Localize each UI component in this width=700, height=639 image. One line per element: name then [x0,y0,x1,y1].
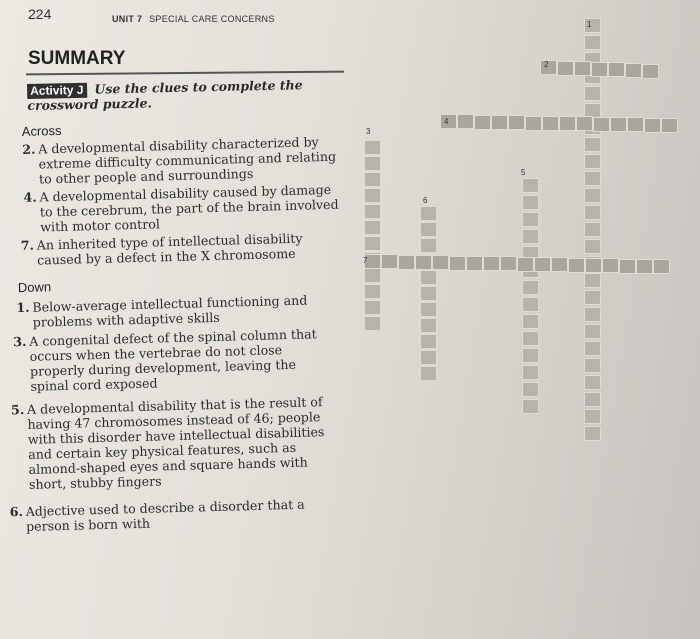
crossword-cell[interactable] [542,116,559,131]
crossword-cell[interactable] [449,256,466,271]
section-title: SUMMARY [28,48,126,69]
crossword-cell[interactable] [608,62,625,77]
across-clue-2 [22,134,339,187]
clue-number: 6. [9,504,24,520]
crossword-cell[interactable] [483,256,500,271]
page-number: 224 [28,6,52,22]
crossword-cell[interactable] [420,270,437,285]
across-heading: Across [21,122,62,139]
crossword-cell[interactable] [364,188,381,203]
crossword-cell[interactable] [584,290,601,305]
crossword-cell[interactable] [584,222,601,237]
clue-number: 1. [16,299,30,316]
crossword-cell[interactable] [568,258,585,273]
crossword-cell[interactable] [517,257,534,272]
crossword-cell[interactable] [584,154,601,169]
crossword-cell[interactable] [584,324,601,339]
down-clue-5 [10,394,334,492]
clue-number: 4. [23,189,37,205]
clue-text: Adjective used to describe a disorder that a person is born with [25,496,305,534]
crossword-number: 5 [521,168,526,177]
crossword-number: 4 [444,117,449,126]
crossword-cell[interactable] [584,188,601,203]
crossword-cell[interactable] [584,341,601,356]
clue-number: 3. [13,333,27,350]
crossword-cell[interactable] [440,114,457,129]
crossword-cell[interactable] [534,257,551,272]
crossword-cell[interactable] [474,115,491,130]
clue-number: 5. [10,401,25,418]
crossword-cell[interactable] [593,117,610,132]
crossword-cell[interactable] [420,302,437,317]
crossword-cell[interactable] [584,205,601,220]
clue-text: Below-average intellectual functioning and problems with adaptive skills [32,292,308,330]
crossword-cell[interactable] [584,375,601,390]
crossword-cell[interactable] [491,115,508,130]
crossword-cell[interactable] [466,256,483,271]
crossword-cell[interactable] [420,222,437,237]
crossword-cell[interactable] [551,257,568,272]
crossword-cell[interactable] [364,236,381,251]
crossword-cell[interactable] [584,137,601,152]
clue-number: 2. [22,141,36,157]
activity-instruction [27,78,328,113]
clue-number: 7. [20,237,35,254]
crossword-cell[interactable] [364,300,381,315]
crossword-cell[interactable] [500,256,517,271]
crossword-cell[interactable] [364,172,381,187]
crossword-cell[interactable] [364,204,381,219]
crossword-cell[interactable] [522,297,539,312]
crossword-cell[interactable] [415,255,432,270]
activity-badge: Activity J [27,83,88,99]
crossword-cell[interactable] [522,212,539,227]
crossword-cell[interactable] [522,195,539,210]
crossword-cell[interactable] [398,255,415,270]
crossword-cell[interactable] [381,254,398,269]
crossword-cell[interactable] [636,259,653,274]
crossword-cell[interactable] [602,258,619,273]
crossword-cell[interactable] [584,426,601,441]
crossword-cell[interactable] [584,273,601,288]
crossword-cell[interactable] [457,114,474,129]
crossword-cell[interactable] [625,63,642,78]
crossword-cell[interactable] [644,118,661,133]
crossword-cell[interactable] [420,286,437,301]
crossword-cell[interactable] [642,64,659,79]
clue-text: A developmental disability that is the result of having 47 chromosomes instead of 46; people with this disorder have intellectual disabilities and certain key physical features, such as almond-shaped eyes and square hands with short, stubby fingers [26,394,325,492]
crossword-cell[interactable] [522,348,539,363]
crossword-cell[interactable] [522,178,539,193]
crossword-cell[interactable] [574,61,591,76]
crossword-cell[interactable] [557,61,574,76]
down-clue-3 [13,326,320,394]
crossword-cell[interactable] [420,238,437,253]
clue-text: An inherited type of intellectual disability caused by a defect in the X chromosome [36,230,303,268]
clue-text: A congenital defect of the spinal column that occurs when the vertebrae do not close properly during development, leaving the spinal cord exposed [29,326,317,394]
crossword-cell[interactable] [584,86,601,101]
crossword-cell[interactable] [576,116,593,131]
unit-title: SPECIAL CARE CONCERNS [149,14,275,24]
crossword-cell[interactable] [364,220,381,235]
crossword-cell[interactable] [610,117,627,132]
crossword-cell[interactable] [584,239,601,254]
activity-text: Use the clues to complete the crossword puzzle. [27,77,303,113]
down-heading: Down [17,279,52,296]
crossword-cell[interactable] [584,358,601,373]
unit-label: UNIT 7 [112,14,143,24]
crossword-cell[interactable] [420,318,437,333]
crossword-cell[interactable] [559,116,576,131]
crossword-cell[interactable] [525,116,542,131]
crossword-cell[interactable] [364,268,381,283]
crossword-cell[interactable] [522,399,539,414]
crossword-cell[interactable] [619,259,636,274]
crossword-cell[interactable] [653,259,670,274]
crossword-cell[interactable] [661,118,678,133]
crossword-cell[interactable] [522,314,539,329]
crossword-cell[interactable] [432,255,449,270]
crossword-number: 1 [587,20,592,29]
down-clue-1 [16,292,323,330]
crossword-cell[interactable] [364,156,381,171]
crossword-cell[interactable] [540,60,557,75]
crossword-cell[interactable] [420,366,437,381]
down-clue-6 [9,496,327,534]
crossword-cell[interactable] [522,365,539,380]
crossword-cell[interactable] [522,331,539,346]
crossword-cell[interactable] [627,117,644,132]
crossword-cell[interactable] [591,62,608,77]
crossword-cell[interactable] [420,334,437,349]
crossword-cell[interactable] [364,316,381,331]
crossword-cell[interactable] [364,140,381,155]
crossword-cell[interactable] [522,280,539,295]
running-head [112,14,275,24]
crossword-cell[interactable] [584,307,601,322]
crossword-cell[interactable] [364,284,381,299]
crossword-cell[interactable] [522,229,539,244]
crossword-cell[interactable] [584,171,601,186]
crossword-cell[interactable] [420,206,437,221]
crossword-number: 7 [363,256,368,265]
crossword-cell[interactable] [522,382,539,397]
crossword-cell[interactable] [584,35,601,50]
crossword-cell[interactable] [420,350,437,365]
clue-text: A developmental disability caused by damage to the cerebrum, the part of the brain involved with motor control [39,181,339,235]
crossword-cell[interactable] [508,115,525,130]
across-clue-4 [23,181,340,235]
crossword-number: 3 [366,127,371,136]
crossword-number: 2 [544,60,549,69]
clue-text: A developmental disability characterized by extreme difficulty communicating and relating to other people and surroundings [38,134,337,187]
crossword-cell[interactable] [585,258,602,273]
crossword-cell[interactable] [584,409,601,424]
title-rule [26,71,344,76]
crossword-cell[interactable] [584,392,601,407]
across-clue-7 [20,230,318,268]
crossword-number: 6 [423,196,428,205]
